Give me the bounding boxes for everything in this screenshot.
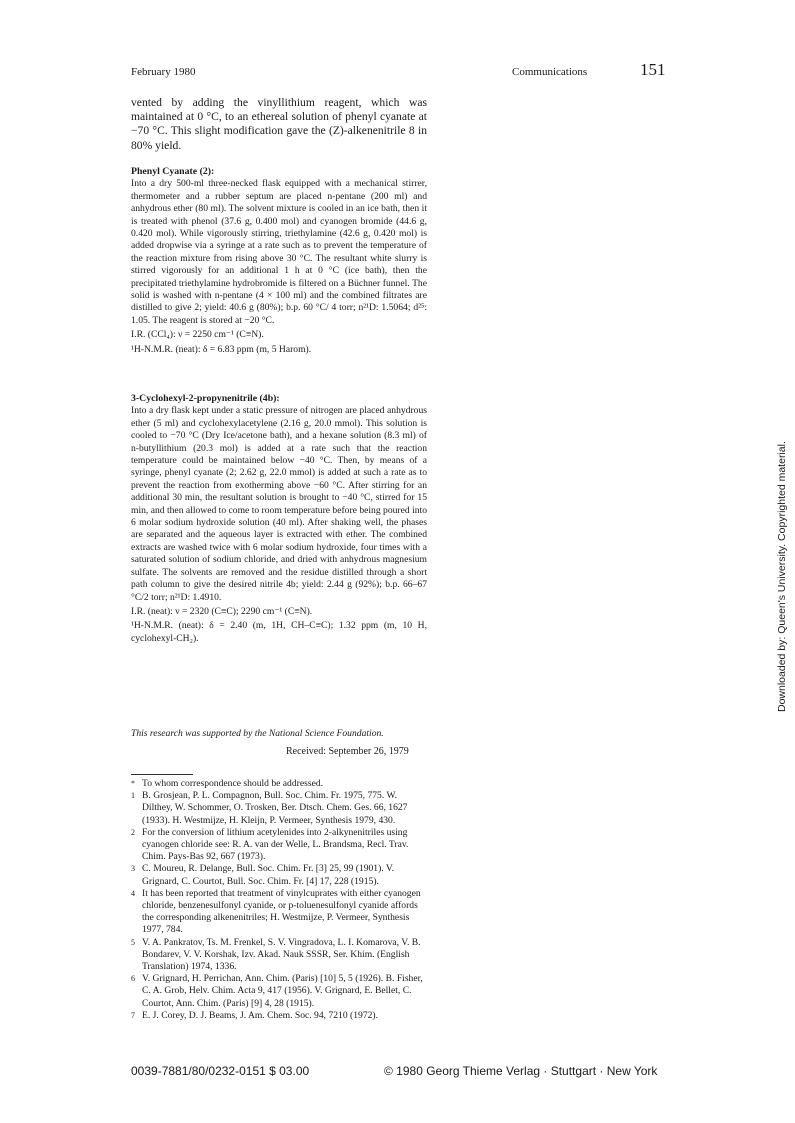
received-date: Received: September 26, 1979 xyxy=(286,746,409,757)
issn-code: 0039-7881/80/0232-0151 $ 03.00 xyxy=(131,1064,310,1078)
running-header-section: Communications xyxy=(512,66,588,78)
footnote: 1 B. Grosjean, P. L. Compagnon, Bull. Soc. Chim. Fr. 1975, 775. W. Dilthey, W. Schommer, O. Trosken, Ber. Dtsch. Chem. Ges. 66, 1627 (1933). H. Westmijze, H. Kleijn, P. Vermeer, Synthesis 1979, 430. xyxy=(131,790,408,826)
footnote: 5 V. A. Pankratov, Ts. M. Frenkel, S. V. Vingradova, L. I. Komarova, V. B. Bondarev, V. V. Korshak, Izv. Akad. Nauk SSSR, Ser. Khim. (English Translation) 1974, 1336. xyxy=(131,936,421,973)
page-number: 151 xyxy=(640,60,666,79)
nmr-data: ¹H-N.M.R. (neat): δ = 6.83 ppm (m, 5 Harom). xyxy=(131,343,312,355)
footnote: 2 For the conversion of lithium acetylenides into 2-alkynenitriles using cyanogen chloride see: R. A. van der Welle, L. Brandsma, Recl. Trav. Chim. Pays-Bas 92, 667 (1973). xyxy=(131,826,409,863)
footnote-rule xyxy=(131,774,193,775)
section-body: Into a dry flask kept under a static pressure of nitrogen are placed anhydrous ether (5 ml) and cyclohexylacetylene (2.16 g, 20.0 mmol). This solution is cooled to −70 °C (Dry Ice/acetone bath), and a hexane solution (8.3 ml) of n-butyllithium (20.3 mol) is added at a rate such that the reaction temperature could be maintained below −40 °C. Then, by means of a syringe, phenyl cyanate (2; 2.62 g, 22.0 mmol) is added at such a rate as to prevent the reaction from exotherming above −60 °C. After stirring for an additional 30 min, the resultant solution is brought to −40 °C, stirred for 15 min, and then allowed to come to room temperature before being poured into 6 molar sodium hydroxide solution (40 ml). After shaking well, the phases are separated and the aqueous layer is extracted with ether. The combined extracts are washed twice with 6 molar sodium hydroxide, four times with a saturated solution of sodium chloride, and dried with anhydrous magnesium sulfate. The solvents are removed and the residue distilled through a short path column to give the desired nitrile 4b; yield: 2.44 g (92%); b.p. 66–67 °C/2 torr; n²¹D: 1.4910. xyxy=(131,405,427,603)
download-watermark: Downloaded by: Queen's University. Copyrighted material. xyxy=(776,441,788,712)
section-cyclohexyl-propynenitrile xyxy=(131,393,427,645)
section-title: Phenyl Cyanate (2): xyxy=(131,166,215,177)
section-phenyl-cyanate xyxy=(131,166,427,356)
footnote: * To whom correspondence should be addressed. xyxy=(131,778,324,789)
nmr-data: ¹H-N.M.R. (neat): δ = 2.40 (m, 1H, CH–C≡C); 1.32 ppm (m, 10 H, cyclohexyl-CH₂). xyxy=(131,620,427,644)
footnote: 3 C. Moureu, R. Delange, Bull. Soc. Chim. Fr. [3] 25, 99 (1901). V. Grignard, C. Courtot, Bull. Soc. Chim. Fr. [4] 17, 228 (1915). xyxy=(131,863,395,887)
footnote: 4 It has been reported that treatment of vinylcuprates with either cyanogen chloride, benzenesulfonyl cyanide, or p-toluenesulfonyl cyanide affords the corresponding alkenenitriles; H. Westmijze, P. Vermeer, Synthesis 1977, 784. xyxy=(131,887,421,936)
footnote: 7 E. J. Corey, D. J. Beams, J. Am. Chem. Soc. 94, 7210 (1972). xyxy=(131,1009,379,1021)
section-title: 3-Cyclohexyl-2-propynenitrile (4b): xyxy=(131,393,280,404)
section-body: Into a dry 500-ml three-necked flask equipped with a mechanical stirrer, thermometer and a rubber septum are placed n-pentane (200 ml) and anhydrous ether (80 ml). The solvent mixture is cooled in an ice bath, then it is treated with phenol (37.6 g, 0.400 mol) and cyanogen bromide (44.6 g, 0.420 mol). While vigorously stirring, triethylamine (42.6 g, 0.420 mol) is added dropwise via a syringe at a rate such as to prevent the temperature of the reaction mixture from rising above 30 °C. The resultant white slurry is stirred vigorously for an additional 1 h at 0 °C (ice bath), then the precipitated triethylamine hydrobromide is filtered on a Büchner funnel. The solid is washed with n-pentane (4 × 100 ml) and the combined filtrates are distilled to give 2; yield: 40.6 g (80%); b.p. 60 °C/ 4 torr; n²¹D: 1.5064; d²⁵: 1.05. The reagent is stored at −20 °C. xyxy=(131,178,427,326)
footnote: 6 V. Grignard, H. Perrichan, Ann. Chim. (Paris) [10] 5, 5 (1926). B. Fisher, C. A. Grob, Helv. Chim. Acta 9, 417 (1956). V. Grignard, E. Bellet, C. Courtot, Ann. Chim. (Paris) [9] 4, 28 (1915). xyxy=(131,973,423,1009)
ir-data: I.R. (CCl₄): ν = 2250 cm⁻¹ (C≡N). xyxy=(131,329,264,341)
copyright-line: © 1980 Georg Thieme Verlag · Stuttgart · New York xyxy=(384,1064,658,1078)
footnotes xyxy=(131,778,427,1022)
intro-paragraph: vented by adding the vinyllithium reagent, which was maintained at 0 °C, to an ethereal solution of phenyl cyanate at −70 °C. This slight modification gave the (Z)-alkenenitrile 8 in 80% yield. xyxy=(131,96,427,152)
running-header-date: February 1980 xyxy=(131,66,196,78)
acknowledgment: This research was supported by the National Science Foundation. xyxy=(131,728,384,739)
ir-data: I.R. (neat): ν = 2320 (C≡C); 2290 cm⁻¹ (C≡N). xyxy=(131,605,313,617)
